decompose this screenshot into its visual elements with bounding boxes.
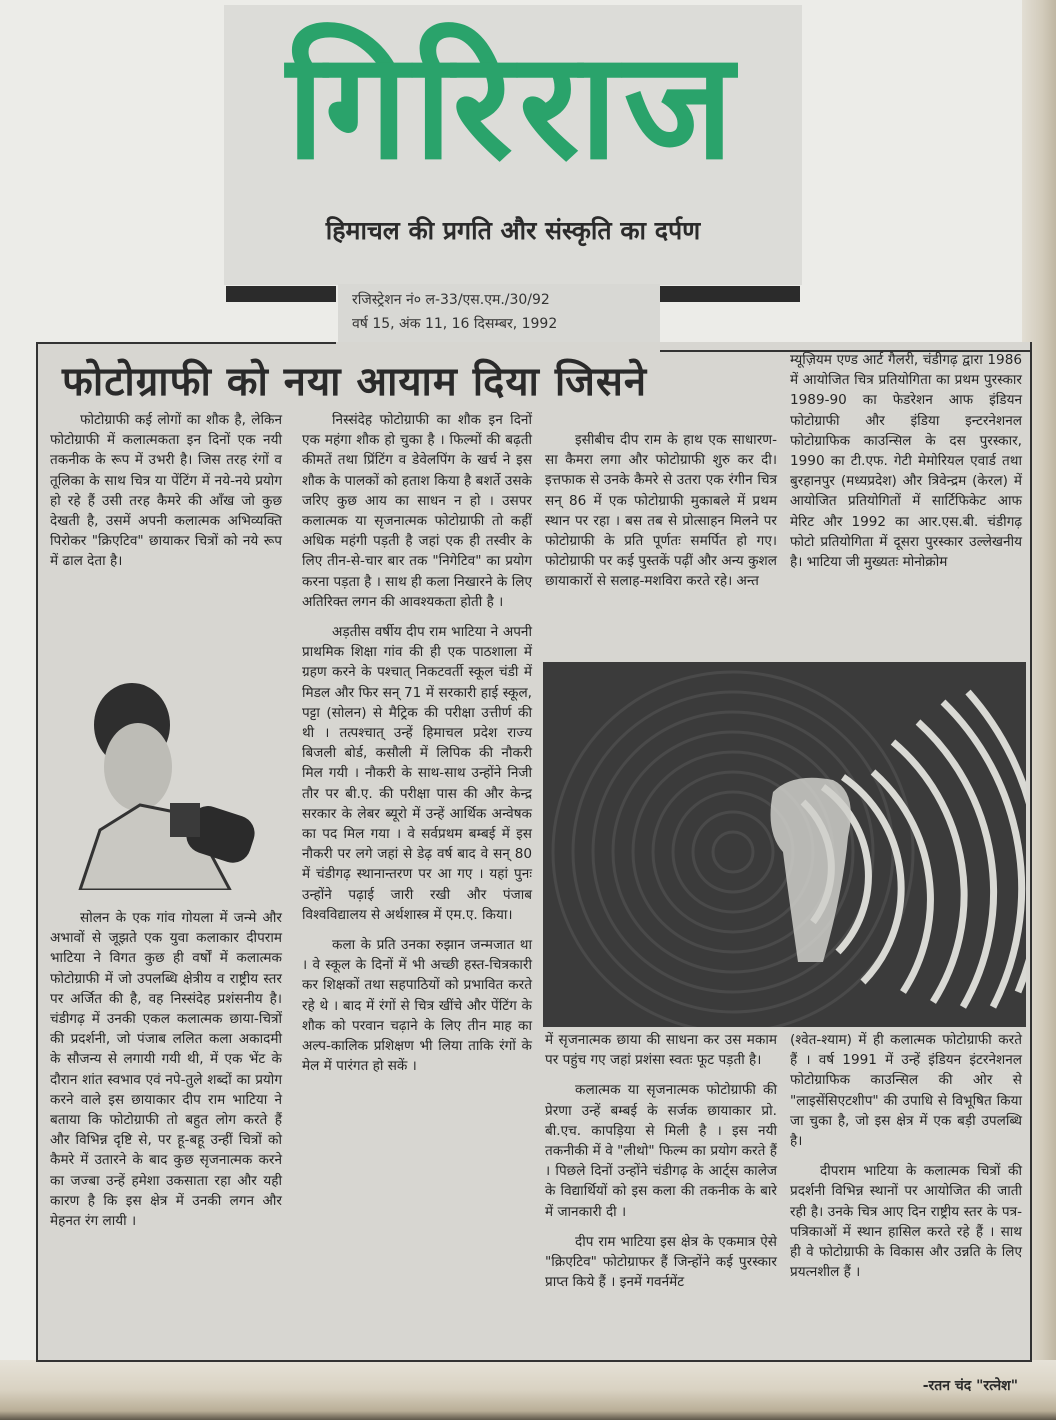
paragraph: कला के प्रति उनका रुझान जन्मजात था । वे स्कूल के दिनों में भी अच्छी हस्त-चित्रकारी कर शिक्षकों तथा सहपाठियों को प्रभावित करते रहे थे । बाद में रंगों से चित्र खींचे और पेंटिंग के शौक को परवान चढ़ाने के लिए तीन माह का अल्प-कालिक प्रशिक्षण भी लिया ताकि रंगों के मेल में पारंगत हो सकें । (302, 937, 532, 1075)
column-3-bottom (545, 1030, 777, 1302)
article-headline: फोटोग्राफी को नया आयाम दिया जिसने (62, 359, 648, 405)
paragraph: अड़तीस वर्षीय दीप राम भाटिया ने अपनी प्राथमिक शिक्षा गांव की ही एक पाठशाला में ग्रहण करने के पश्चात् निकटवर्ती स्कूल चंडी में मिडल और फिर सन् 71 में सरकारी हाई स्कूल, पट्टा (सोलन) से मैट्रिक की परीक्षा उत्तीर्ण की थी । तत्पश्चात् उन्हें हिमाचल प्रदेश राज्य बिजली बोर्ड, कसौली में लिपिक की नौकरी मिल गयी । नौकरी के साथ-साथ उन्होंने निजी तौर पर बी.ए. की परीक्षा पास की और केन्द्र सरकार के लेबर ब्यूरो में उन्हें आर्थिक अन्वेषक का पद मिल गया । वे सर्वप्रथम बम्बई में इस नौकरी पर लगे जहां से डेढ़ वर्ष बाद वे सन् 80 में चंडीगढ़ स्थानान्तरण पर आ गए । यहां पुनः उन्होंने पढ़ाई जारी रखी और पंजाब विश्वविद्यालय से अर्थशास्त्र में एम.ए. किया। (302, 624, 532, 923)
paragraph: दीपराम भाटिया के कलात्मक चित्रों की प्रदर्शनी विभिन्न स्थानों पर आयोजित की जाती रही है। उनके चित्र आए दिन राष्ट्रीय स्तर के पत्र-पत्रिकाओं में स्थान हासिल करते रहे हैं । साथ ही वे फोटोग्राफी के विकास और उन्नति के लिए प्रयत्नशील हैं । (790, 1163, 1022, 1281)
column-1-main (50, 908, 282, 1241)
paragraph: दीप राम भाटिया इस क्षेत्र के एकमात्र ऐसे "क्रिएटिव" फोटोग्राफर हैं जिन्होंने कई पुरस्कार प्राप्त किये हैं । इनमें गवर्नमेंट (545, 1233, 777, 1291)
paragraph: इसीबीच दीप राम के हाथ एक साधारण-सा कैमरा लगा और फोटोग्राफी शुरु कर दी। इत्तफाक से उनके कैमरे से उतरा एक रंगीन चित्र सन् 86 में एक फोटोग्राफी मुकाबले में प्रथम स्थान पर रहा । बस तब से प्रोत्साहन मिलने पर फोटोग्राफी के प्रति पूर्णतः समर्पित हो गए। फोटोग्राफी पर कई पुस्तकें पढ़ीं और अन्य कुशल छायाकारों से सलाह-मशविरा करते रहे। अन्त (545, 432, 777, 590)
camera-body (170, 803, 200, 837)
newspaper-title: गिरिराज (286, 20, 740, 192)
column-2 (302, 410, 532, 1087)
column-3-top (545, 430, 777, 602)
paper-bottom-edge (0, 1360, 1056, 1420)
newspaper-tagline: हिमाचल की प्रगति और संस्कृति का दर्पण (325, 216, 701, 245)
masthead (224, 5, 802, 285)
author-byline: -रतन चंद "रत्नेश" (922, 1378, 1018, 1394)
portrait-face (104, 723, 172, 811)
column-4-top (790, 350, 1022, 582)
article-top-rule (36, 342, 336, 344)
paragraph: में सृजनात्मक छाया की साधना कर उस मकाम पर पहुंच गए जहां प्रशंसा स्वतः फूट पड़ती है। (545, 1032, 777, 1069)
issue-date: वर्ष 15, अंक 11, 16 दिसम्बर, 1992 (352, 316, 558, 332)
masthead-rule-left (226, 286, 336, 302)
paragraph: सोलन के एक गांव गोयला में जन्मे और अभावों से जूझते एक युवा कलाकार दीपराम भाटिया ने विगत कुछ ही वर्षों में कलात्मक फोटोग्राफी में जो उपलब्धि क्षेत्रीय व राष्ट्रीय स्तर पर अर्जित की है, वह निस्संदेह प्रशंसनीय है। चंडीगढ़ में उनकी एकल कलात्मक छाया-चित्रों की प्रदर्शनी, जो पंजाब ललित कला अकादमी के सौजन्य से लगायी गयी थी, में एक भेंट के दौरान शांत स्वभाव एवं नपे-तुले शब्दों का प्रयोग करने वाले इस छायाकार दीप राम भाटिया ने बताया कि फोटोग्राफी तो बहुत लोग करते हैं और विभिन्न दृष्टि से, पर हू-बहू उन्हीं चित्रों को कैमरे में उतारने के बाद कुछ सृजनात्मक करने का जज्बा उन्हें हमेशा उकसाता रहा और यही कारण है कि इस क्षेत्र में उनकी लगन और मेहनत रंग लायी । (50, 910, 282, 1230)
paragraph: फोटोग्राफी कई लोगों का शौक है, लेकिन फोटोग्राफी में कलात्मकता इन दिनों एक नयी तकनीक के रूप में उभरी है। जिस तरह रंगों व तूलिका के साथ चित्र या पेंटिंग में नये-नये प्रयोग हो रहे हैं उसी तरह कैमरे की आँख जो कुछ देखती है, उसमें अपनी कलात्मक अभिव्यक्ति पिरोकर "क्रिएटिव" छायाकर चित्रों को नये रूप में ढाल देता है। (50, 412, 282, 570)
photographer-portrait (60, 655, 255, 890)
registration-number: रजिस्ट्रेशन नं० ल-33/एस.एम./30/92 (352, 292, 550, 308)
paragraph: निस्संदेह फोटोग्राफी का शौक इन दिनों एक महंगा शौक हो चुका है । फिल्मों की बढ़ती कीमतें तथा प्रिंटिंग व डेवेलपिंग के खर्च ने इस शौक के पालकों को हताश किया है बशर्ते उसके जरिए कुछ आय का साधन न हो । उसपर कलात्मक या सृजनात्मक फोटोग्राफी तो कहीं अधिक महंगी पड़ती है जहां एक ही तस्वीर के लिए तीन-से-चार बार तक "निगेटिव" का प्रयोग करना पड़ता है । साथ ही कला निखारने के लिए अतिरिक्त लगन की आवश्यकता होती है । (302, 412, 532, 610)
paragraph: (श्वेत-श्याम) में ही कलात्मक फोटोग्राफी करते हैं । वर्ष 1991 में उन्हें इंडियन इंटरनेशनल फोटोग्राफिक काउन्सिल की ओर से "लाइसेंसिएटशीप" की उपाधि से विभूषित किया जा चुका है, जो इस क्षेत्र में एक बड़ी उपलब्धि है। (790, 1032, 1022, 1150)
paragraph: कलात्मक या सृजनात्मक फोटोग्राफी की प्रेरणा उन्हें बम्बई के सर्जक छायाकार प्रो. बी.एच. कापड़िया से मिली है । इस नयी तकनीकी में वे "लीथो" फिल्म का प्रयोग करते हैं । पिछले दिनों उन्होंने चंडीगढ़ के आर्ट्स कालेज के विद्यार्थियों को इस कला की तकनीक के बारे में जानकारी दी । (545, 1082, 777, 1220)
column-1-intro (50, 410, 282, 582)
creative-artwork-photo (543, 662, 1026, 1027)
paragraph: म्यूज़ियम एण्ड आर्ट गैलरी, चंडीगढ़ द्वारा 1986 में आयोजित चित्र प्रतियोगिता का प्रथम पुरस्कार 1989-90 का फेडरेशन आफ इंडियन फोटोग्राफी और इंडिया इन्टरनेशनल फोटोग्राफिक काउन्सिल के दस पुरस्कार, 1990 का टी.एफ. गेटी मेमोरियल एवार्ड तथा बुरहानपुर (मध्यप्रदेश) और त्रिवेन्द्रम (केरल) में आयोजित प्रतियोगितों में सार्टिफिकेट आफ मेरिट और 1992 का आर.एस.बी. चंडीगढ़ फोटो प्रतियोगिता में दूसरा पुरस्कार उल्लेखनीय है। भाटिया जी मुख्यतः मोनोक्रोम (790, 352, 1022, 571)
column-4-bottom (790, 1030, 1022, 1292)
